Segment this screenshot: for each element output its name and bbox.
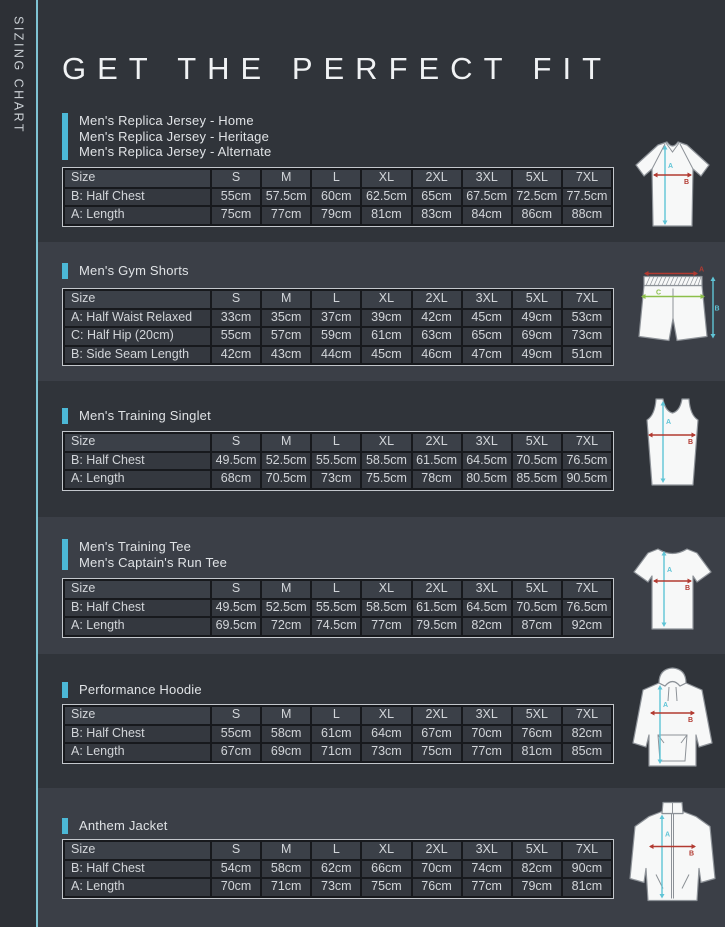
- table-header-row: [64, 169, 612, 188]
- table-row: [64, 599, 612, 618]
- value-cell: 74cm: [462, 860, 512, 879]
- table-header-cell: 5XL: [512, 841, 562, 860]
- row-label-cell: B: Half Chest: [64, 725, 211, 744]
- value-cell: 75.5cm: [361, 470, 411, 489]
- value-cell: 35cm: [261, 309, 311, 328]
- table-header-cell: 7XL: [562, 433, 612, 452]
- row-label-cell: B: Half Chest: [64, 599, 211, 618]
- value-cell: 46cm: [412, 346, 462, 365]
- value-cell: 52.5cm: [261, 452, 311, 471]
- section-title: Men's Gym Shorts: [79, 263, 189, 278]
- table-header-cell: M: [261, 706, 311, 725]
- table-header-cell: 3XL: [462, 169, 512, 188]
- value-cell: 77cm: [261, 206, 311, 225]
- section-title-block: [62, 263, 189, 279]
- table-header-cell: S: [211, 580, 261, 599]
- value-cell: 61.5cm: [412, 599, 462, 618]
- value-cell: 55cm: [211, 327, 261, 346]
- table-header-cell: XL: [361, 433, 411, 452]
- table-header-cell: 5XL: [512, 169, 562, 188]
- svg-text:A: A: [665, 831, 671, 839]
- value-cell: 42cm: [211, 346, 261, 365]
- section-title-lines: [79, 408, 211, 424]
- table-header-cell: XL: [361, 169, 411, 188]
- value-cell: 88cm: [562, 206, 612, 225]
- table-row: [64, 327, 612, 346]
- garment-illustration-wrap: [625, 260, 720, 360]
- section-title-block: [62, 113, 271, 160]
- value-cell: 76.5cm: [562, 452, 612, 471]
- value-cell: 82cm: [462, 617, 512, 636]
- svg-text:A: A: [667, 567, 673, 574]
- svg-text:B: B: [688, 717, 694, 724]
- table-header-cell: XL: [361, 841, 411, 860]
- value-cell: 76cm: [512, 725, 562, 744]
- table-header-cell: L: [311, 580, 361, 599]
- value-cell: 49.5cm: [211, 599, 261, 618]
- value-cell: 62cm: [311, 860, 361, 879]
- value-cell: 61cm: [361, 327, 411, 346]
- garment-illustration-wrap: [625, 133, 720, 237]
- value-cell: 58cm: [261, 860, 311, 879]
- table-row: [64, 188, 612, 207]
- page-title: GET THE PERFECT FIT: [62, 50, 613, 86]
- section-title: Performance Hoodie: [79, 682, 202, 697]
- svg-text:A: A: [666, 419, 672, 426]
- garment-illustration-wrap: [625, 533, 720, 641]
- table-header-cell: L: [311, 290, 361, 309]
- value-cell: 90.5cm: [562, 470, 612, 489]
- value-cell: 60cm: [311, 188, 361, 207]
- svg-text:B: B: [689, 850, 695, 858]
- value-cell: 71cm: [311, 743, 361, 762]
- value-cell: 63cm: [412, 327, 462, 346]
- value-cell: 77cm: [462, 743, 512, 762]
- section-title-block: [62, 818, 168, 834]
- sidebar-label: SIZING CHART: [11, 16, 26, 134]
- value-cell: 52.5cm: [261, 599, 311, 618]
- shorts-icon: [625, 260, 720, 360]
- section-title: Anthem Jacket: [79, 818, 168, 833]
- value-cell: 69cm: [261, 743, 311, 762]
- row-label-cell: B: Half Chest: [64, 188, 211, 207]
- value-cell: 79cm: [512, 878, 562, 897]
- table-header-cell: Size: [64, 290, 211, 309]
- svg-text:B: B: [685, 585, 691, 592]
- value-cell: 77.5cm: [562, 188, 612, 207]
- value-cell: 54cm: [211, 860, 261, 879]
- table-header-cell: Size: [64, 841, 211, 860]
- table-row: [64, 860, 612, 879]
- value-cell: 73cm: [311, 878, 361, 897]
- table-header-row: [64, 580, 612, 599]
- row-label-cell: A: Length: [64, 206, 211, 225]
- table-header-cell: 3XL: [462, 706, 512, 725]
- svg-text:B: B: [684, 179, 690, 186]
- value-cell: 81cm: [512, 743, 562, 762]
- svg-text:B: B: [688, 439, 694, 446]
- table-header-cell: XL: [361, 580, 411, 599]
- table-header-cell: 2XL: [412, 841, 462, 860]
- svg-text:C: C: [656, 289, 662, 297]
- value-cell: 86cm: [512, 206, 562, 225]
- value-cell: 61cm: [311, 725, 361, 744]
- table-header-cell: Size: [64, 169, 211, 188]
- value-cell: 58.5cm: [361, 599, 411, 618]
- value-cell: 65cm: [462, 327, 512, 346]
- size-table: [63, 289, 613, 365]
- table-header-cell: L: [311, 706, 361, 725]
- table-header-row: [64, 290, 612, 309]
- value-cell: 44cm: [311, 346, 361, 365]
- row-label-cell: A: Length: [64, 470, 211, 489]
- section-accent-bar: [62, 818, 68, 834]
- value-cell: 72cm: [261, 617, 311, 636]
- value-cell: 61.5cm: [412, 452, 462, 471]
- value-cell: 80.5cm: [462, 470, 512, 489]
- value-cell: 55.5cm: [311, 599, 361, 618]
- table-header-cell: 7XL: [562, 169, 612, 188]
- table-header-row: [64, 841, 612, 860]
- table-row: [64, 470, 612, 489]
- singlet-icon: [625, 392, 720, 492]
- table-row: [64, 346, 612, 365]
- value-cell: 67.5cm: [462, 188, 512, 207]
- table-header-cell: 3XL: [462, 580, 512, 599]
- value-cell: 70.5cm: [512, 452, 562, 471]
- tee-icon: [625, 533, 720, 641]
- table-header-cell: Size: [64, 433, 211, 452]
- table-header-cell: 5XL: [512, 433, 562, 452]
- value-cell: 51cm: [562, 346, 612, 365]
- table-header-cell: 3XL: [462, 433, 512, 452]
- sidebar-divider-line: [36, 0, 38, 927]
- table-header-cell: 3XL: [462, 290, 512, 309]
- section-title: Men's Captain's Run Tee: [79, 554, 228, 570]
- table-row: [64, 743, 612, 762]
- section-accent-bar: [62, 539, 68, 570]
- section-title: Men's Training Tee: [79, 539, 192, 554]
- value-cell: 67cm: [211, 743, 261, 762]
- table-header-cell: 5XL: [512, 580, 562, 599]
- value-cell: 55cm: [211, 188, 261, 207]
- jersey-icon: [625, 133, 720, 237]
- svg-text:A: A: [663, 702, 669, 709]
- svg-text:A: A: [668, 163, 674, 170]
- table-header-cell: 5XL: [512, 706, 562, 725]
- table-header-cell: 7XL: [562, 841, 612, 860]
- table-row: [64, 452, 612, 471]
- size-table: [63, 579, 613, 637]
- table-header-row: [64, 433, 612, 452]
- table-header-cell: M: [261, 841, 311, 860]
- value-cell: 64.5cm: [462, 599, 512, 618]
- value-cell: 62.5cm: [361, 188, 411, 207]
- value-cell: 85.5cm: [512, 470, 562, 489]
- size-table: [63, 840, 613, 898]
- value-cell: 47cm: [462, 346, 512, 365]
- row-label-cell: B: Half Chest: [64, 452, 211, 471]
- value-cell: 65cm: [412, 188, 462, 207]
- table-header-cell: 7XL: [562, 706, 612, 725]
- value-cell: 70cm: [211, 878, 261, 897]
- value-cell: 67cm: [412, 725, 462, 744]
- table-header-cell: 7XL: [562, 290, 612, 309]
- garment-illustration-wrap: [625, 392, 720, 492]
- table-row: [64, 725, 612, 744]
- section-accent-bar: [62, 113, 68, 160]
- value-cell: 55cm: [211, 725, 261, 744]
- value-cell: 75cm: [361, 878, 411, 897]
- table-header-cell: S: [211, 706, 261, 725]
- value-cell: 70.5cm: [261, 470, 311, 489]
- table-header-cell: L: [311, 841, 361, 860]
- value-cell: 69cm: [512, 327, 562, 346]
- svg-text:A: A: [699, 266, 705, 274]
- value-cell: 78cm: [412, 470, 462, 489]
- table-header-cell: L: [311, 433, 361, 452]
- value-cell: 59cm: [311, 327, 361, 346]
- table-header-cell: M: [261, 580, 311, 599]
- value-cell: 85cm: [562, 743, 612, 762]
- table-header-cell: M: [261, 290, 311, 309]
- section-title: Men's Replica Jersey - Heritage: [79, 128, 270, 144]
- table-header-cell: Size: [64, 706, 211, 725]
- value-cell: 64cm: [361, 725, 411, 744]
- value-cell: 76cm: [412, 878, 462, 897]
- sidebar: [0, 0, 37, 927]
- table-header-cell: S: [211, 290, 261, 309]
- row-label-cell: A: Length: [64, 617, 211, 636]
- row-label-cell: B: Side Seam Length: [64, 346, 211, 365]
- table-header-cell: M: [261, 169, 311, 188]
- value-cell: 79.5cm: [412, 617, 462, 636]
- table-header-cell: L: [311, 169, 361, 188]
- garment-illustration-wrap: [625, 789, 720, 915]
- value-cell: 74.5cm: [311, 617, 361, 636]
- section-title: Men's Replica Jersey - Home: [79, 113, 254, 128]
- size-table-wrap: [62, 839, 614, 899]
- hoodie-icon: [625, 658, 720, 780]
- section-title-block: [62, 408, 211, 424]
- size-table: [63, 168, 613, 226]
- table-row: [64, 206, 612, 225]
- value-cell: 75cm: [211, 206, 261, 225]
- value-cell: 71cm: [261, 878, 311, 897]
- row-label-cell: C: Half Hip (20cm): [64, 327, 211, 346]
- size-table: [63, 705, 613, 763]
- value-cell: 66cm: [361, 860, 411, 879]
- section-title-lines: [79, 539, 227, 570]
- table-header-cell: XL: [361, 706, 411, 725]
- section-title-block: [62, 539, 227, 570]
- value-cell: 70cm: [412, 860, 462, 879]
- value-cell: 87cm: [512, 617, 562, 636]
- table-header-cell: XL: [361, 290, 411, 309]
- section-title-lines: [79, 263, 189, 279]
- value-cell: 49cm: [512, 309, 562, 328]
- value-cell: 72.5cm: [512, 188, 562, 207]
- size-table-wrap: [62, 578, 614, 638]
- table-row: [64, 617, 612, 636]
- value-cell: 77cm: [361, 617, 411, 636]
- value-cell: 81cm: [361, 206, 411, 225]
- table-header-cell: 2XL: [412, 433, 462, 452]
- jacket-icon: [625, 789, 720, 915]
- table-header-cell: 2XL: [412, 706, 462, 725]
- value-cell: 73cm: [311, 470, 361, 489]
- row-label-cell: A: Half Waist Relaxed: [64, 309, 211, 328]
- value-cell: 82cm: [512, 860, 562, 879]
- value-cell: 70cm: [462, 725, 512, 744]
- value-cell: 68cm: [211, 470, 261, 489]
- section-accent-bar: [62, 408, 68, 424]
- value-cell: 75cm: [412, 743, 462, 762]
- table-header-cell: S: [211, 433, 261, 452]
- table-header-cell: M: [261, 433, 311, 452]
- value-cell: 57.5cm: [261, 188, 311, 207]
- value-cell: 37cm: [311, 309, 361, 328]
- table-header-cell: 2XL: [412, 169, 462, 188]
- value-cell: 53cm: [562, 309, 612, 328]
- size-table-wrap: [62, 167, 614, 227]
- value-cell: 92cm: [562, 617, 612, 636]
- table-header-cell: S: [211, 169, 261, 188]
- table-header-cell: 5XL: [512, 290, 562, 309]
- row-label-cell: B: Half Chest: [64, 860, 211, 879]
- value-cell: 43cm: [261, 346, 311, 365]
- value-cell: 49.5cm: [211, 452, 261, 471]
- value-cell: 64.5cm: [462, 452, 512, 471]
- value-cell: 70.5cm: [512, 599, 562, 618]
- table-header-cell: S: [211, 841, 261, 860]
- value-cell: 73cm: [361, 743, 411, 762]
- table-row: [64, 878, 612, 897]
- table-header-cell: 7XL: [562, 580, 612, 599]
- value-cell: 76.5cm: [562, 599, 612, 618]
- table-header-cell: 2XL: [412, 580, 462, 599]
- table-row: [64, 309, 612, 328]
- size-table-wrap: [62, 704, 614, 764]
- value-cell: 39cm: [361, 309, 411, 328]
- row-label-cell: A: Length: [64, 743, 211, 762]
- section-accent-bar: [62, 263, 68, 279]
- value-cell: 58.5cm: [361, 452, 411, 471]
- value-cell: 42cm: [412, 309, 462, 328]
- value-cell: 77cm: [462, 878, 512, 897]
- value-cell: 33cm: [211, 309, 261, 328]
- value-cell: 58cm: [261, 725, 311, 744]
- value-cell: 90cm: [562, 860, 612, 879]
- value-cell: 79cm: [311, 206, 361, 225]
- value-cell: 55.5cm: [311, 452, 361, 471]
- value-cell: 81cm: [562, 878, 612, 897]
- section-title-lines: [79, 682, 202, 698]
- section-accent-bar: [62, 682, 68, 698]
- value-cell: 45cm: [361, 346, 411, 365]
- value-cell: 69.5cm: [211, 617, 261, 636]
- table-header-cell: 2XL: [412, 290, 462, 309]
- section-title: Men's Replica Jersey - Alternate: [79, 144, 272, 159]
- value-cell: 83cm: [412, 206, 462, 225]
- value-cell: 57cm: [261, 327, 311, 346]
- value-cell: 84cm: [462, 206, 512, 225]
- table-header-cell: 3XL: [462, 841, 512, 860]
- value-cell: 45cm: [462, 309, 512, 328]
- section-title: Men's Training Singlet: [79, 408, 211, 423]
- size-table: [63, 432, 613, 490]
- size-table-wrap: [62, 288, 614, 366]
- section-title-lines: [79, 113, 271, 160]
- section-title-lines: [79, 818, 168, 834]
- row-label-cell: A: Length: [64, 878, 211, 897]
- table-header-cell: Size: [64, 580, 211, 599]
- value-cell: 49cm: [512, 346, 562, 365]
- garment-illustration-wrap: [625, 658, 720, 780]
- section-title-block: [62, 682, 202, 698]
- value-cell: 73cm: [562, 327, 612, 346]
- table-header-row: [64, 706, 612, 725]
- svg-text:B: B: [714, 305, 720, 313]
- value-cell: 82cm: [562, 725, 612, 744]
- size-table-wrap: [62, 431, 614, 491]
